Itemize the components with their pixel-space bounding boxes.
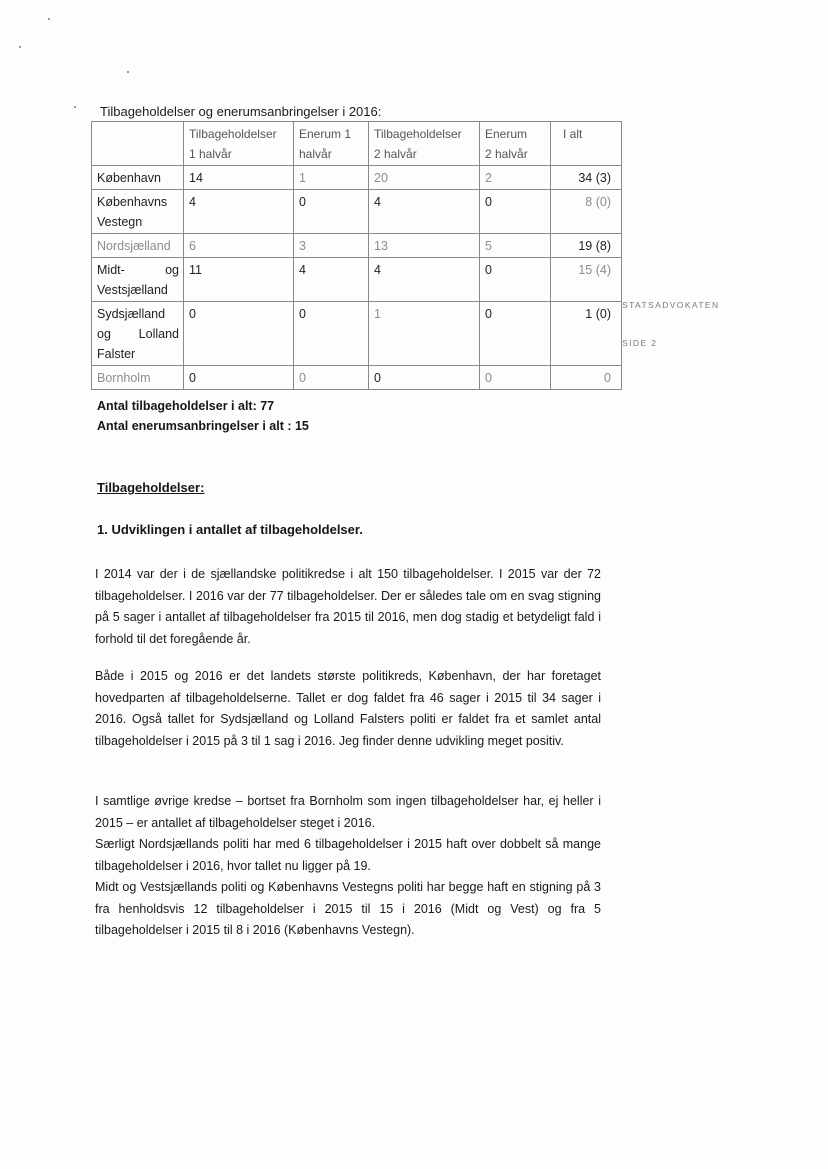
region-cell: Sydsjælland og Lolland Falster	[92, 302, 184, 366]
paragraph-text: Både i 2015 og 2016 er det landets største politikreds, København, der har foretaget hovedparten af tilbageholdelserne. Tallet er dog faldet fra 46 sager i 2015 til 34 sager i 2016. Også tallet for Sydsjælland og Lolland Falsters politi er faldet fra et samlet antal tilbageholdelser i 2015 på 3 til 1 sag i 2016. Jeg finder denne udvikling meget positiv.	[95, 669, 601, 748]
value-cell: 0	[480, 190, 551, 234]
value-cell: 3	[294, 234, 369, 258]
total-cell: 19 (8)	[551, 234, 622, 258]
total-cell: 34 (3)	[551, 166, 622, 190]
header-text: I alt	[563, 127, 583, 141]
header-holdings-h1	[184, 122, 294, 166]
header-text: Tilbageholdelser	[374, 127, 462, 141]
statistics-table	[91, 121, 622, 390]
value-cell: 0	[294, 302, 369, 366]
header-text: 2 halvår	[485, 147, 528, 161]
scan-speck	[127, 71, 129, 73]
header-corner-cell	[92, 122, 184, 166]
value-cell: 0	[294, 190, 369, 234]
value-cell: 1	[369, 302, 480, 366]
table-header-row	[92, 122, 622, 166]
value-cell: 0	[184, 366, 294, 390]
region-cell: Midt- og Vestsjælland	[92, 258, 184, 302]
region-cell: København	[92, 166, 184, 190]
value-cell: 4	[184, 190, 294, 234]
value-cell: 0	[480, 302, 551, 366]
scan-speck	[19, 46, 21, 48]
region-cell: Københavns Vestegn	[92, 190, 184, 234]
table-row	[92, 190, 622, 234]
table-row	[92, 234, 622, 258]
table-row	[92, 166, 622, 190]
paragraph	[95, 666, 601, 752]
total-cell: 15 (4)	[551, 258, 622, 302]
value-cell: 0	[480, 258, 551, 302]
total-cell: 8 (0)	[551, 190, 622, 234]
header-text: Enerum 1	[299, 127, 352, 141]
region-cell: Bornholm	[92, 366, 184, 390]
value-cell: 6	[184, 234, 294, 258]
header-text: 1 halvår	[189, 147, 232, 161]
header-text: 2 halvår	[374, 147, 417, 161]
table-row	[92, 366, 622, 390]
total-cell: 0	[551, 366, 622, 390]
scan-speck	[74, 106, 76, 108]
total-holdings: Antal tilbageholdelser i alt: 77	[97, 399, 275, 413]
sidebar-org-label: STATSADVOKATEN	[622, 300, 720, 310]
paragraph	[95, 564, 601, 650]
value-cell: 5	[480, 234, 551, 258]
total-cell: 1 (0)	[551, 302, 622, 366]
value-cell: 0	[294, 366, 369, 390]
paragraph	[95, 791, 601, 942]
paragraph-text: Midt og Vestsjællands politi og Københavns Vestegns politi har begge haft en stigning på 3 fra henholdsvis 12 tilbageholdelser i 2015 til 15 i 2016 (Midt og Vest) og fra 5 tilbageholdelser i 2015 til 8 i 2016 (Københavns Vestegn).	[95, 880, 601, 937]
header-holdings-h2	[369, 122, 480, 166]
value-cell: 14	[184, 166, 294, 190]
value-cell: 4	[369, 258, 480, 302]
header-text: Tilbageholdelser	[189, 127, 277, 141]
table-row	[92, 302, 622, 366]
value-cell: 4	[294, 258, 369, 302]
total-isolation: Antal enerumsanbringelser i alt : 15	[97, 419, 309, 433]
paragraph-text: Særligt Nordsjællands politi har med 6 tilbageholdelser i 2015 haft over dobbelt så mange tilbageholdelser i 2016, hvor tallet nu ligger på 19.	[95, 837, 601, 873]
sidebar-page-label: SIDE 2	[622, 338, 658, 348]
value-cell: 4	[369, 190, 480, 234]
value-cell: 2	[480, 166, 551, 190]
value-cell: 13	[369, 234, 480, 258]
subheading: 1. Udviklingen i antallet af tilbageholdelser.	[97, 522, 363, 537]
value-cell: 1	[294, 166, 369, 190]
region-cell: Nordsjælland	[92, 234, 184, 258]
paragraph-text: I samtlige øvrige kredse – bortset fra Bornholm som ingen tilbageholdelser har, ej heller i 2015 – er antallet af tilbageholdelser steget i 2016.	[95, 794, 601, 830]
header-text: Enerum	[485, 127, 528, 141]
value-cell: 11	[184, 258, 294, 302]
header-isolation-h2	[480, 122, 551, 166]
table-caption: Tilbageholdelser og enerumsanbringelser i 2016:	[100, 104, 382, 119]
section-title: Tilbageholdelser:	[97, 480, 205, 495]
value-cell: 0	[480, 366, 551, 390]
table-row	[92, 258, 622, 302]
paragraph-text: I 2014 var der i de sjællandske politikredse i alt 150 tilbageholdelser. I 2015 var der 72 tilbageholdelser. I 2016 var der 77 tilbageholdelser. Der er således tale om en svag stigning på 5 sager i antallet af tilbageholdelser fra 2015 til 2016, men dog stadig et betydeligt fald i forhold til det foregående år.	[95, 567, 601, 646]
header-isolation-h1	[294, 122, 369, 166]
header-total	[551, 122, 622, 166]
value-cell: 0	[184, 302, 294, 366]
header-text: halvår	[299, 147, 332, 161]
scan-speck	[48, 18, 50, 20]
value-cell: 0	[369, 366, 480, 390]
value-cell: 20	[369, 166, 480, 190]
